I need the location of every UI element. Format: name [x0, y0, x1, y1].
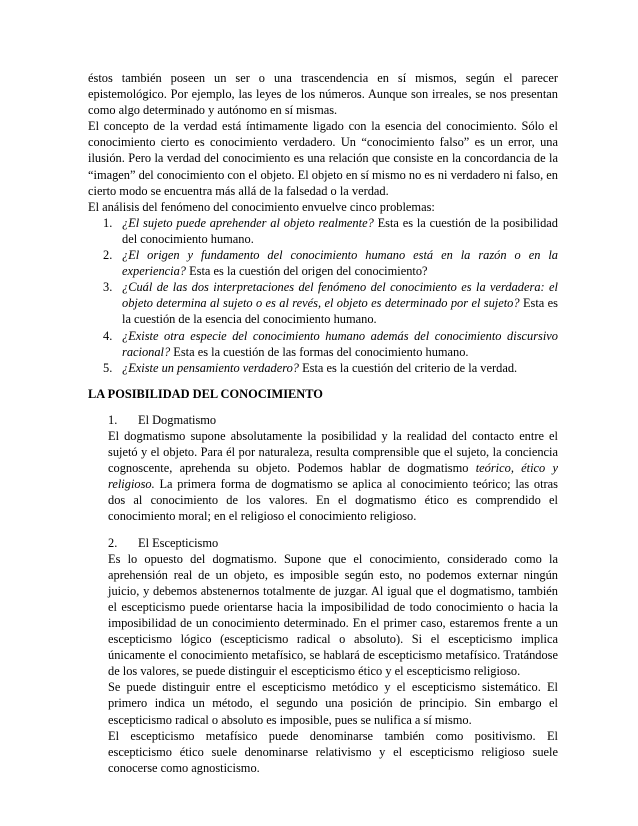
paragraph	[108, 428, 558, 525]
section-dogmatismo	[108, 412, 558, 525]
answer-text: Esta es la cuestión del origen del conocimiento?	[186, 264, 428, 279]
list-item	[88, 215, 558, 247]
paragraph: Se puede distinguir entre el escepticismo metódico y el escepticismo sistemático. El primero indica un método, el segundo una posición de principio. Sin embargo el escepticismo radical o absoluto es imposible, pues se nulifica a sí mismo.	[108, 680, 558, 727]
answer-text: Esta es la cuestión del criterio de la verdad.	[298, 360, 518, 375]
subsection-title	[108, 412, 558, 428]
subsection-title-text: El Dogmatismo	[138, 412, 217, 427]
subsection-number: 1.	[108, 412, 118, 427]
question-text: ¿Existe otra especie del conocimiento humano además del conocimiento discursivo racional?	[122, 328, 558, 359]
question-text: ¿Cuál de las dos interpretaciones del fenómeno del conocimiento es la verdadera: el objeto determina al sujeto o es al revés, el objeto es determinado por el sujeto?	[122, 280, 558, 311]
answer-text: Esta es la cuestión de la posibilidad del conocimiento humano.	[122, 215, 558, 246]
body-text: La primera forma de dogmatismo se aplica al conocimiento teórico; las otras dos al conocimiento de los valores. En el dogmatismo ético es comprendido el conocimiento moral; en el religioso el conocimiento religioso.	[108, 477, 558, 524]
answer-text: Esta es la cuestión de la esencia del conocimiento humano.	[122, 296, 558, 327]
body-text: El dogmatismo supone absolutamente la posibilidad y la realidad del contacto entre el sujetó y el objeto. Para él por naturaleza, resulta comprensible que el sujeto, la conciencia cognoscente, aprehenda su objeto. Podemos hablar de dogmatismo	[108, 428, 558, 476]
list-number: 3.	[103, 280, 113, 295]
section-escepticismo	[108, 535, 558, 776]
paragraph: El concepto de la verdad está íntimamente ligado con la esencia del conocimiento. Sólo el conocimiento cierto es conocimiento verdadero. Un “conocimiento falso” es un error, una ilusión. Pero la verdad del conocimiento es una relación que consiste en la concordancia de la “imagen” del conocimiento con el objeto. El objeto en sí mismo no es ni verdadero ni falso, en cierto modo se encuentra más allá de la falsedad o la verdad.	[88, 119, 558, 198]
question-text: ¿El sujeto puede aprehender al objeto realmente?	[122, 215, 374, 230]
list-number: 1.	[103, 215, 113, 230]
question-text: ¿Existe un pensamiento verdadero?	[122, 360, 299, 375]
subsection-title	[108, 535, 558, 551]
emphasis-text: teórico, ético y religioso.	[108, 461, 558, 492]
paragraph: éstos también poseen un ser o una trascendencia en sí mismos, según el parecer epistemológico. Por ejemplo, las leyes de los números. Aunque son irreales, se nos presentan como algo determinado y autónomo en sí mismas.	[88, 71, 558, 118]
paragraph: Es lo opuesto del dogmatismo. Supone que el conocimiento, considerado como la aprehensión real de un objeto, es imposible según esto, no podemos externar ningún juicio, y debemos abstenernos totalmente de juzgar. Al igual que el dogmatismo, también el escepticismo puede orientarse hacia la imposibilidad de todo conocimiento o hacia la imposibilidad de un conocimiento determinado. En el primer caso, estaremos frente a un escepticismo lógico (escepticismo radical o absoluto). Si el escepticismo implica únicamente el conocimiento metafísico, se hablará de escepticismo metafísico. Tratándose de los valores, se puede distinguir el escepticismo ético y el escepticismo religioso.	[108, 551, 558, 679]
list-number: 2.	[103, 248, 113, 263]
list-item	[88, 247, 558, 279]
list-item	[88, 279, 558, 327]
question-text: ¿El origen y fundamento del conocimiento humano está en la razón o en la experiencia?	[122, 248, 558, 279]
list-number: 5.	[103, 360, 113, 375]
answer-text: Esta es la cuestión de las formas del conocimiento humano.	[170, 344, 469, 359]
section-heading: LA POSIBILIDAD DEL CONOCIMIENTO	[88, 386, 323, 401]
list-item	[88, 360, 558, 376]
document-page	[88, 70, 558, 776]
problems-list	[88, 215, 558, 376]
list-item	[88, 328, 558, 360]
paragraph: El análisis del fenómeno del conocimiento envuelve cinco problemas:	[88, 199, 435, 214]
subsection-number: 2.	[108, 535, 118, 550]
subsection-title-text: El Escepticismo	[138, 535, 219, 550]
paragraph: El escepticismo metafísico puede denominarse también como positivismo. El escepticismo ético suele denominarse relativismo y el escepticismo religioso suele conocerse como agnosticismo.	[108, 728, 558, 775]
list-number: 4.	[103, 328, 113, 343]
